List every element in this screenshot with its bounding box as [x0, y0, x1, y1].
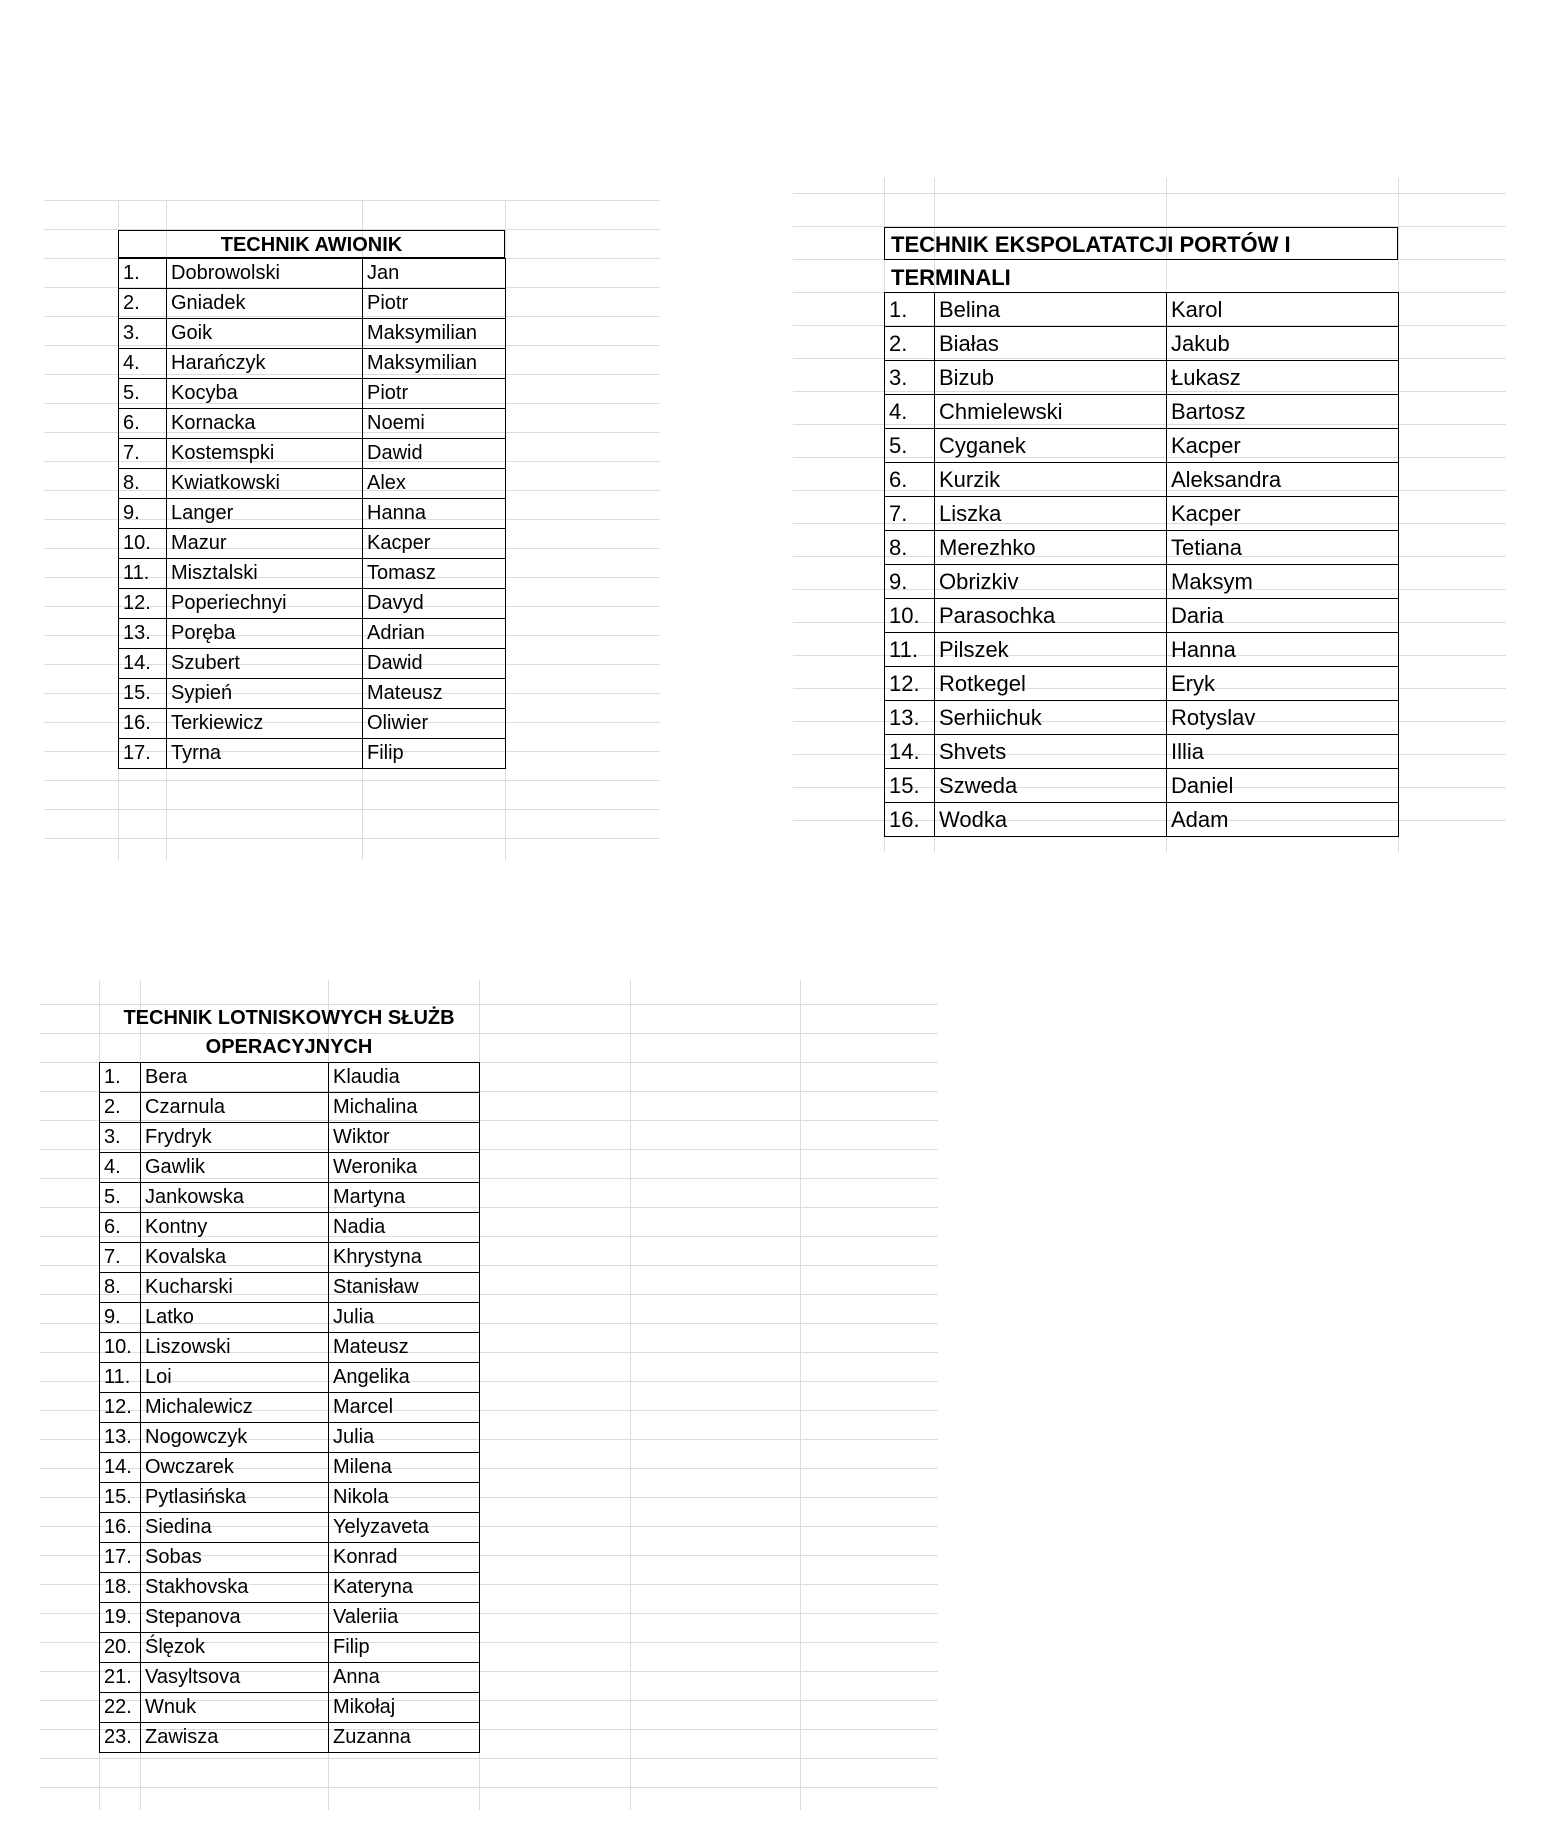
first-name-cell[interactable]: Piotr — [363, 289, 506, 319]
first-name-cell[interactable]: Michalina — [329, 1093, 480, 1123]
first-name-cell[interactable]: Maksymilian — [363, 319, 506, 349]
surname-cell[interactable]: Chmielewski — [935, 395, 1167, 429]
row-number-cell[interactable]: 2. — [885, 327, 935, 361]
gridline — [40, 1787, 938, 1788]
row-number-cell[interactable]: 5. — [100, 1183, 141, 1213]
surname-cell[interactable]: Shvets — [935, 735, 1167, 769]
first-name-cell[interactable]: Hanna — [1167, 633, 1399, 667]
first-name-cell[interactable]: Filip — [329, 1633, 480, 1663]
surname-cell[interactable]: Pytlasińska — [141, 1483, 329, 1513]
gridline — [793, 193, 1506, 194]
first-name-cell[interactable]: Julia — [329, 1303, 480, 1333]
row-number-cell[interactable]: 10. — [885, 599, 935, 633]
table-row — [100, 1573, 480, 1603]
table-row — [885, 463, 1399, 497]
surname-cell[interactable]: Kocyba — [167, 379, 363, 409]
surname-cell[interactable]: Kontny — [141, 1213, 329, 1243]
row-number-cell[interactable]: 18. — [100, 1573, 141, 1603]
row-number-cell[interactable]: 19. — [100, 1603, 141, 1633]
table-row — [100, 1213, 480, 1243]
row-number-cell[interactable]: 5. — [119, 379, 167, 409]
row-number-cell[interactable]: 4. — [885, 395, 935, 429]
table-row — [119, 709, 506, 739]
first-name-cell[interactable]: Piotr — [363, 379, 506, 409]
row-number-cell[interactable]: 14. — [100, 1453, 141, 1483]
surname-cell[interactable]: Owczarek — [141, 1453, 329, 1483]
table-row — [100, 1153, 480, 1183]
table-row — [119, 559, 506, 589]
first-name-cell[interactable]: Adam — [1167, 803, 1399, 837]
roster-table-portow — [884, 292, 1399, 837]
first-name-cell[interactable]: Illia — [1167, 735, 1399, 769]
first-name-cell[interactable]: Kateryna — [329, 1573, 480, 1603]
surname-cell[interactable]: Misztalski — [167, 559, 363, 589]
table-row — [885, 361, 1399, 395]
row-number-cell[interactable]: 16. — [119, 709, 167, 739]
table-row — [100, 1483, 480, 1513]
surname-cell[interactable]: Latko — [141, 1303, 329, 1333]
row-number-cell[interactable]: 13. — [100, 1423, 141, 1453]
row-number-cell[interactable]: 2. — [100, 1093, 141, 1123]
surname-cell[interactable]: Parasochka — [935, 599, 1167, 633]
row-number-cell[interactable]: 13. — [119, 619, 167, 649]
row-number-cell[interactable]: 12. — [119, 589, 167, 619]
table-title-awionik: TECHNIK AWIONIK — [118, 230, 505, 258]
row-number-cell[interactable]: 2. — [119, 289, 167, 319]
surname-cell[interactable]: Kwiatkowski — [167, 469, 363, 499]
first-name-cell[interactable]: Adrian — [363, 619, 506, 649]
table-title-portow: TECHNIK EKSPOLATATCJI PORTÓW I TERMINALI — [884, 227, 1398, 260]
table-row — [885, 531, 1399, 565]
table-row — [100, 1513, 480, 1543]
first-name-cell[interactable]: Dawid — [363, 439, 506, 469]
gridline — [40, 1758, 938, 1759]
surname-cell[interactable]: Jankowska — [141, 1183, 329, 1213]
first-name-cell[interactable]: Angelika — [329, 1363, 480, 1393]
first-name-cell[interactable]: Bartosz — [1167, 395, 1399, 429]
row-number-cell[interactable]: 1. — [100, 1063, 141, 1093]
table-row — [100, 1723, 480, 1753]
surname-cell[interactable]: Bera — [141, 1063, 329, 1093]
table-row — [100, 1693, 480, 1723]
first-name-cell[interactable]: Weronika — [329, 1153, 480, 1183]
surname-cell[interactable]: Mazur — [167, 529, 363, 559]
row-number-cell[interactable]: 16. — [100, 1513, 141, 1543]
row-number-cell[interactable]: 23. — [100, 1723, 141, 1753]
surname-cell[interactable]: Vasyltsova — [141, 1663, 329, 1693]
row-number-cell[interactable]: 8. — [119, 469, 167, 499]
table-title-lotniskowych-line2: OPERACYJNYCH — [205, 1036, 373, 1058]
table-row — [100, 1423, 480, 1453]
surname-cell[interactable]: Białas — [935, 327, 1167, 361]
surname-cell[interactable]: Langer — [167, 499, 363, 529]
surname-cell[interactable]: Michalewicz — [141, 1393, 329, 1423]
table-row — [119, 679, 506, 709]
first-name-cell[interactable]: Maksym — [1167, 565, 1399, 599]
first-name-cell[interactable]: Oliwier — [363, 709, 506, 739]
table-row — [119, 349, 506, 379]
row-number-cell[interactable]: 7. — [119, 439, 167, 469]
first-name-cell[interactable]: Eryk — [1167, 667, 1399, 701]
table-row — [885, 293, 1399, 327]
row-number-cell[interactable]: 7. — [100, 1243, 141, 1273]
table-row — [119, 319, 506, 349]
first-name-cell[interactable]: Marcel — [329, 1393, 480, 1423]
first-name-cell[interactable]: Daria — [1167, 599, 1399, 633]
row-number-cell[interactable]: 12. — [885, 667, 935, 701]
surname-cell[interactable]: Kornacka — [167, 409, 363, 439]
table-row — [100, 1543, 480, 1573]
first-name-cell[interactable]: Daniel — [1167, 769, 1399, 803]
surname-cell[interactable]: Sobas — [141, 1543, 329, 1573]
row-number-cell[interactable]: 9. — [119, 499, 167, 529]
first-name-cell[interactable]: Nikola — [329, 1483, 480, 1513]
first-name-cell[interactable]: Valeriia — [329, 1603, 480, 1633]
table-row — [885, 565, 1399, 599]
table-row — [119, 289, 506, 319]
surname-cell[interactable]: Merezhko — [935, 531, 1167, 565]
first-name-cell[interactable]: Davyd — [363, 589, 506, 619]
row-number-cell[interactable]: 8. — [885, 531, 935, 565]
surname-cell[interactable]: Pilszek — [935, 633, 1167, 667]
table-row — [885, 803, 1399, 837]
table-row — [100, 1453, 480, 1483]
gridline — [800, 980, 801, 1810]
table-row — [100, 1603, 480, 1633]
table-row — [100, 1663, 480, 1693]
first-name-cell[interactable]: Kacper — [363, 529, 506, 559]
first-name-cell[interactable]: Dawid — [363, 649, 506, 679]
table-row — [100, 1393, 480, 1423]
row-number-cell[interactable]: 14. — [119, 649, 167, 679]
row-number-cell[interactable]: 3. — [885, 361, 935, 395]
gridline — [44, 809, 660, 810]
table-row — [885, 429, 1399, 463]
surname-cell[interactable]: Stakhovska — [141, 1573, 329, 1603]
first-name-cell[interactable]: Khrystyna — [329, 1243, 480, 1273]
row-number-cell[interactable]: 8. — [100, 1273, 141, 1303]
gridline — [630, 980, 631, 1810]
surname-cell[interactable]: Belina — [935, 293, 1167, 327]
table-row — [100, 1303, 480, 1333]
row-number-cell[interactable]: 14. — [885, 735, 935, 769]
gridline — [44, 780, 660, 781]
row-number-cell[interactable]: 17. — [100, 1543, 141, 1573]
table-row — [100, 1633, 480, 1663]
first-name-cell[interactable]: Konrad — [329, 1543, 480, 1573]
row-number-cell[interactable]: 16. — [885, 803, 935, 837]
surname-cell[interactable]: Poperiechnyi — [167, 589, 363, 619]
table-row — [885, 497, 1399, 531]
table-row — [119, 499, 506, 529]
table-row — [885, 701, 1399, 735]
row-number-cell[interactable]: 3. — [119, 319, 167, 349]
first-name-cell[interactable]: Mikołaj — [329, 1693, 480, 1723]
row-number-cell[interactable]: 15. — [100, 1483, 141, 1513]
surname-cell[interactable]: Bizub — [935, 361, 1167, 395]
surname-cell[interactable]: Obrizkiv — [935, 565, 1167, 599]
surname-cell[interactable]: Nogowczyk — [141, 1423, 329, 1453]
first-name-cell[interactable]: Kacper — [1167, 497, 1399, 531]
surname-cell[interactable]: Liszka — [935, 497, 1167, 531]
first-name-cell[interactable]: Mateusz — [329, 1333, 480, 1363]
gridline — [44, 838, 660, 839]
row-number-cell[interactable]: 9. — [885, 565, 935, 599]
surname-cell[interactable]: Kostemspki — [167, 439, 363, 469]
surname-cell[interactable]: Frydryk — [141, 1123, 329, 1153]
table-row — [119, 739, 506, 769]
row-number-cell[interactable]: 20. — [100, 1633, 141, 1663]
table-row — [100, 1333, 480, 1363]
surname-cell[interactable]: Ślęzok — [141, 1633, 329, 1663]
row-number-cell[interactable]: 10. — [100, 1333, 141, 1363]
table-row — [100, 1123, 480, 1153]
surname-cell[interactable]: Kurzik — [935, 463, 1167, 497]
row-number-cell[interactable]: 6. — [885, 463, 935, 497]
surname-cell[interactable]: Wodka — [935, 803, 1167, 837]
table-row — [100, 1363, 480, 1393]
roster-table-lotniskowych — [99, 1062, 480, 1753]
table-row — [119, 619, 506, 649]
row-number-cell[interactable]: 9. — [100, 1303, 141, 1333]
first-name-cell[interactable]: Aleksandra — [1167, 463, 1399, 497]
surname-cell[interactable]: Dobrowolski — [167, 259, 363, 289]
first-name-cell[interactable]: Nadia — [329, 1213, 480, 1243]
row-number-cell[interactable]: 5. — [885, 429, 935, 463]
surname-cell[interactable]: Serhiichuk — [935, 701, 1167, 735]
table-row — [885, 327, 1399, 361]
table-row — [885, 735, 1399, 769]
row-number-cell[interactable]: 15. — [885, 769, 935, 803]
row-number-cell[interactable]: 11. — [100, 1363, 141, 1393]
row-number-cell[interactable]: 4. — [119, 349, 167, 379]
row-number-cell[interactable]: 1. — [119, 259, 167, 289]
surname-cell[interactable]: Cyganek — [935, 429, 1167, 463]
surname-cell[interactable]: Rotkegel — [935, 667, 1167, 701]
first-name-cell[interactable]: Łukasz — [1167, 361, 1399, 395]
row-number-cell[interactable]: 15. — [119, 679, 167, 709]
row-number-cell[interactable]: 6. — [119, 409, 167, 439]
first-name-cell[interactable]: Julia — [329, 1423, 480, 1453]
first-name-cell[interactable]: Alex — [363, 469, 506, 499]
surname-cell[interactable]: Szweda — [935, 769, 1167, 803]
table-row — [100, 1183, 480, 1213]
first-name-cell[interactable]: Jakub — [1167, 327, 1399, 361]
surname-cell[interactable]: Gniadek — [167, 289, 363, 319]
first-name-cell[interactable]: Yelyzaveta — [329, 1513, 480, 1543]
row-number-cell[interactable]: 7. — [885, 497, 935, 531]
table-row — [100, 1243, 480, 1273]
table-row — [119, 439, 506, 469]
table-row — [119, 529, 506, 559]
first-name-cell[interactable]: Jan — [363, 259, 506, 289]
table-row — [119, 379, 506, 409]
roster-table-awionik — [118, 258, 506, 769]
table-row — [100, 1093, 480, 1123]
first-name-cell[interactable]: Karol — [1167, 293, 1399, 327]
first-name-cell[interactable]: Wiktor — [329, 1123, 480, 1153]
table-row — [119, 409, 506, 439]
surname-cell[interactable]: Liszowski — [141, 1333, 329, 1363]
row-number-cell[interactable]: 10. — [119, 529, 167, 559]
table-row — [119, 649, 506, 679]
table-row — [885, 769, 1399, 803]
first-name-cell[interactable]: Noemi — [363, 409, 506, 439]
table-row — [885, 667, 1399, 701]
surname-cell[interactable]: Zawisza — [141, 1723, 329, 1753]
first-name-cell[interactable]: Stanisław — [329, 1273, 480, 1303]
surname-cell[interactable]: Poręba — [167, 619, 363, 649]
table-row — [119, 259, 506, 289]
first-name-cell[interactable]: Martyna — [329, 1183, 480, 1213]
first-name-cell[interactable]: Zuzanna — [329, 1723, 480, 1753]
first-name-cell[interactable]: Anna — [329, 1663, 480, 1693]
first-name-cell[interactable]: Hanna — [363, 499, 506, 529]
table-row — [885, 599, 1399, 633]
row-number-cell[interactable]: 3. — [100, 1123, 141, 1153]
first-name-cell[interactable]: Filip — [363, 739, 506, 769]
row-number-cell[interactable]: 4. — [100, 1153, 141, 1183]
row-number-cell[interactable]: 11. — [885, 633, 935, 667]
row-number-cell[interactable]: 22. — [100, 1693, 141, 1723]
table-row — [885, 395, 1399, 429]
table-row — [119, 589, 506, 619]
surname-cell[interactable]: Kovalska — [141, 1243, 329, 1273]
first-name-cell[interactable]: Kacper — [1167, 429, 1399, 463]
row-number-cell[interactable]: 21. — [100, 1663, 141, 1693]
surname-cell[interactable]: Goik — [167, 319, 363, 349]
table-row — [119, 469, 506, 499]
first-name-cell[interactable]: Milena — [329, 1453, 480, 1483]
row-number-cell[interactable]: 11. — [119, 559, 167, 589]
row-number-cell[interactable]: 17. — [119, 739, 167, 769]
gridline — [44, 200, 660, 201]
first-name-cell[interactable]: Tetiana — [1167, 531, 1399, 565]
row-number-cell[interactable]: 13. — [885, 701, 935, 735]
table-row — [100, 1273, 480, 1303]
first-name-cell[interactable]: Maksymilian — [363, 349, 506, 379]
table-row — [100, 1063, 480, 1093]
row-number-cell[interactable]: 12. — [100, 1393, 141, 1423]
first-name-cell[interactable]: Rotyslav — [1167, 701, 1399, 735]
first-name-cell[interactable]: Tomasz — [363, 559, 506, 589]
surname-cell[interactable]: Stepanova — [141, 1603, 329, 1633]
surname-cell[interactable]: Tyrna — [167, 739, 363, 769]
surname-cell[interactable]: Terkiewicz — [167, 709, 363, 739]
surname-cell[interactable]: Loi — [141, 1363, 329, 1393]
table-row — [885, 633, 1399, 667]
surname-cell[interactable]: Harańczyk — [167, 349, 363, 379]
surname-cell[interactable]: Siedina — [141, 1513, 329, 1543]
first-name-cell[interactable]: Mateusz — [363, 679, 506, 709]
surname-cell[interactable]: Czarnula — [141, 1093, 329, 1123]
first-name-cell[interactable]: Klaudia — [329, 1063, 480, 1093]
surname-cell[interactable]: Wnuk — [141, 1693, 329, 1723]
surname-cell[interactable]: Gawlik — [141, 1153, 329, 1183]
surname-cell[interactable]: Kucharski — [141, 1273, 329, 1303]
table-title-lotniskowych-line1: TECHNIK LOTNISKOWYCH SŁUŻB — [123, 1007, 455, 1029]
row-number-cell[interactable]: 6. — [100, 1213, 141, 1243]
row-number-cell[interactable]: 1. — [885, 293, 935, 327]
surname-cell[interactable]: Sypień — [167, 679, 363, 709]
surname-cell[interactable]: Szubert — [167, 649, 363, 679]
